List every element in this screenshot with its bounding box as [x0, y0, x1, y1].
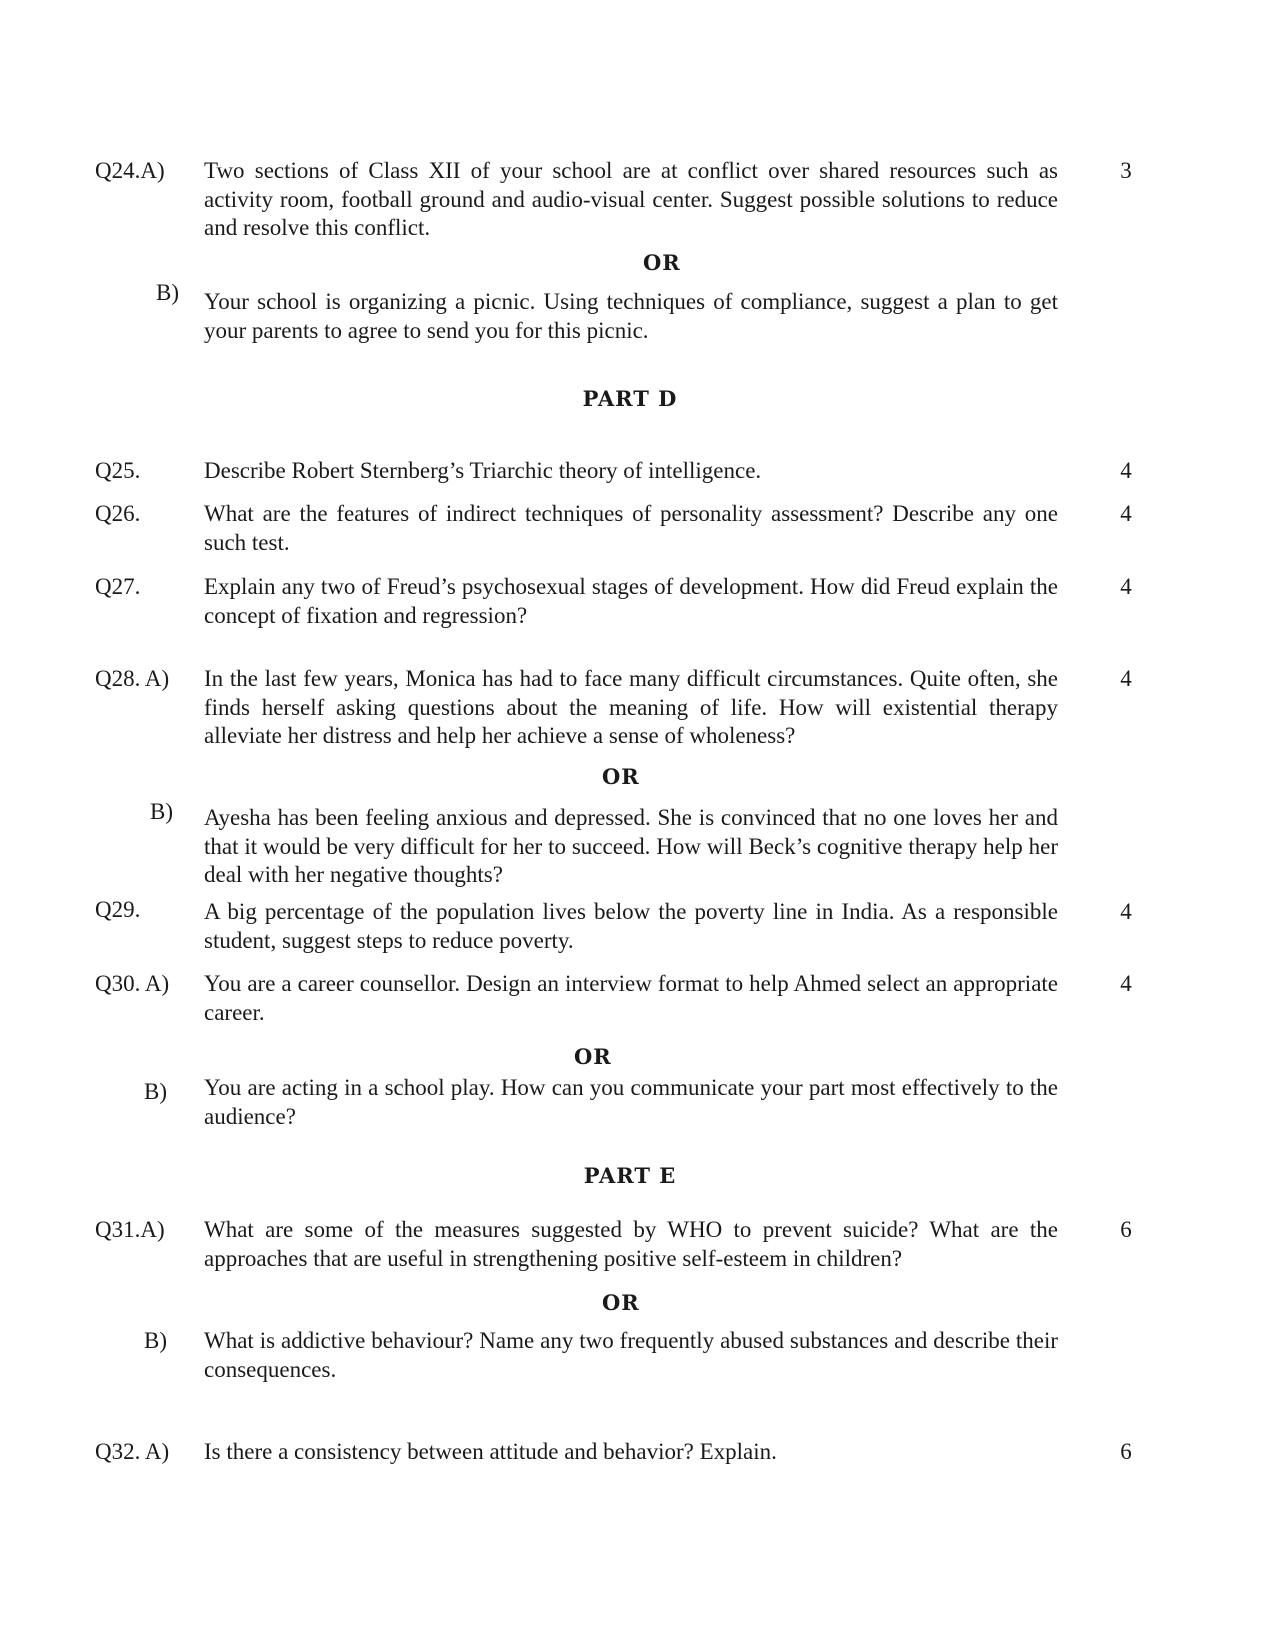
question-number: Q25.	[95, 458, 141, 483]
question-number: Q30. A)	[95, 971, 170, 996]
question-marks: 3	[1120, 158, 1132, 183]
question-number: Q29.	[95, 897, 141, 922]
question-text: You are a career counsellor. Design an interview format to help Ahmed select an appropriate career.	[204, 971, 1058, 1025]
question-marks: 4	[1120, 501, 1132, 526]
question-marks: 6	[1120, 1439, 1132, 1464]
question-number: Q28. A)	[95, 666, 170, 691]
question-text: Your school is organizing a picnic. Using techniques of compliance, suggest a plan to get your parents to agree to send you for this picnic.	[204, 289, 1058, 343]
or-divider: OR	[643, 250, 681, 275]
question-text: Explain any two of Freud’s psychosexual stages of development. How did Freud explain the concept of fixation and regression?	[204, 574, 1058, 628]
question-marks: 4	[1120, 574, 1132, 599]
part-e-heading: PART E	[583, 1163, 677, 1188]
or-divider: OR	[602, 1290, 640, 1315]
question-number: B)	[144, 1079, 167, 1104]
question-number: B)	[156, 280, 179, 305]
question-marks: 4	[1120, 458, 1132, 483]
question-number: Q24.A)	[95, 158, 165, 183]
or-divider: OR	[602, 764, 640, 789]
question-number: B)	[144, 1328, 167, 1353]
question-text: What is addictive behaviour? Name any two frequently abused substances and describe their consequences.	[204, 1328, 1058, 1382]
question-text: Is there a consistency between attitude and behavior? Explain.	[204, 1439, 777, 1464]
question-number: Q27.	[95, 574, 141, 599]
question-number: B)	[150, 799, 173, 824]
question-marks: 4	[1120, 971, 1132, 996]
question-marks: 4	[1120, 666, 1132, 691]
question-text: Ayesha has been feeling anxious and depressed. She is convinced that no one loves her and that it would be very difficult for her to succeed. How will Beck’s cognitive therapy help her deal with her negative thoughts?	[204, 805, 1058, 887]
question-text: What are the features of indirect techniques of personality assessment? Describe any one such test.	[204, 501, 1058, 555]
question-number: Q32. A)	[95, 1439, 170, 1464]
question-marks: 6	[1120, 1217, 1132, 1242]
question-text: Describe Robert Sternberg’s Triarchic theory of intelligence.	[204, 458, 762, 483]
question-text: You are acting in a school play. How can you communicate your part most effectively to the audience?	[204, 1075, 1058, 1129]
question-number: Q26.	[95, 501, 141, 526]
question-text: In the last few years, Monica has had to face many difficult circumstances. Quite often, she finds herself asking questions about the meaning of life. How will existential therapy alleviate her distress and help her achieve a sense of wholeness?	[204, 666, 1058, 748]
question-text: Two sections of Class XII of your school are at conflict over shared resources such as activity room, football ground and audio-visual center. Suggest possible solutions to reduce and resolve this conflict.	[204, 158, 1058, 240]
part-d-heading: PART D	[582, 386, 678, 411]
question-text: What are some of the measures suggested by WHO to prevent suicide? What are the approaches that are useful in strengthening positive self-esteem in children?	[204, 1217, 1058, 1271]
question-marks: 4	[1120, 899, 1132, 924]
question-text: A big percentage of the population lives below the poverty line in India. As a responsible student, suggest steps to reduce poverty.	[204, 899, 1058, 953]
or-divider: OR	[574, 1044, 612, 1069]
question-number: Q31.A)	[95, 1217, 165, 1242]
